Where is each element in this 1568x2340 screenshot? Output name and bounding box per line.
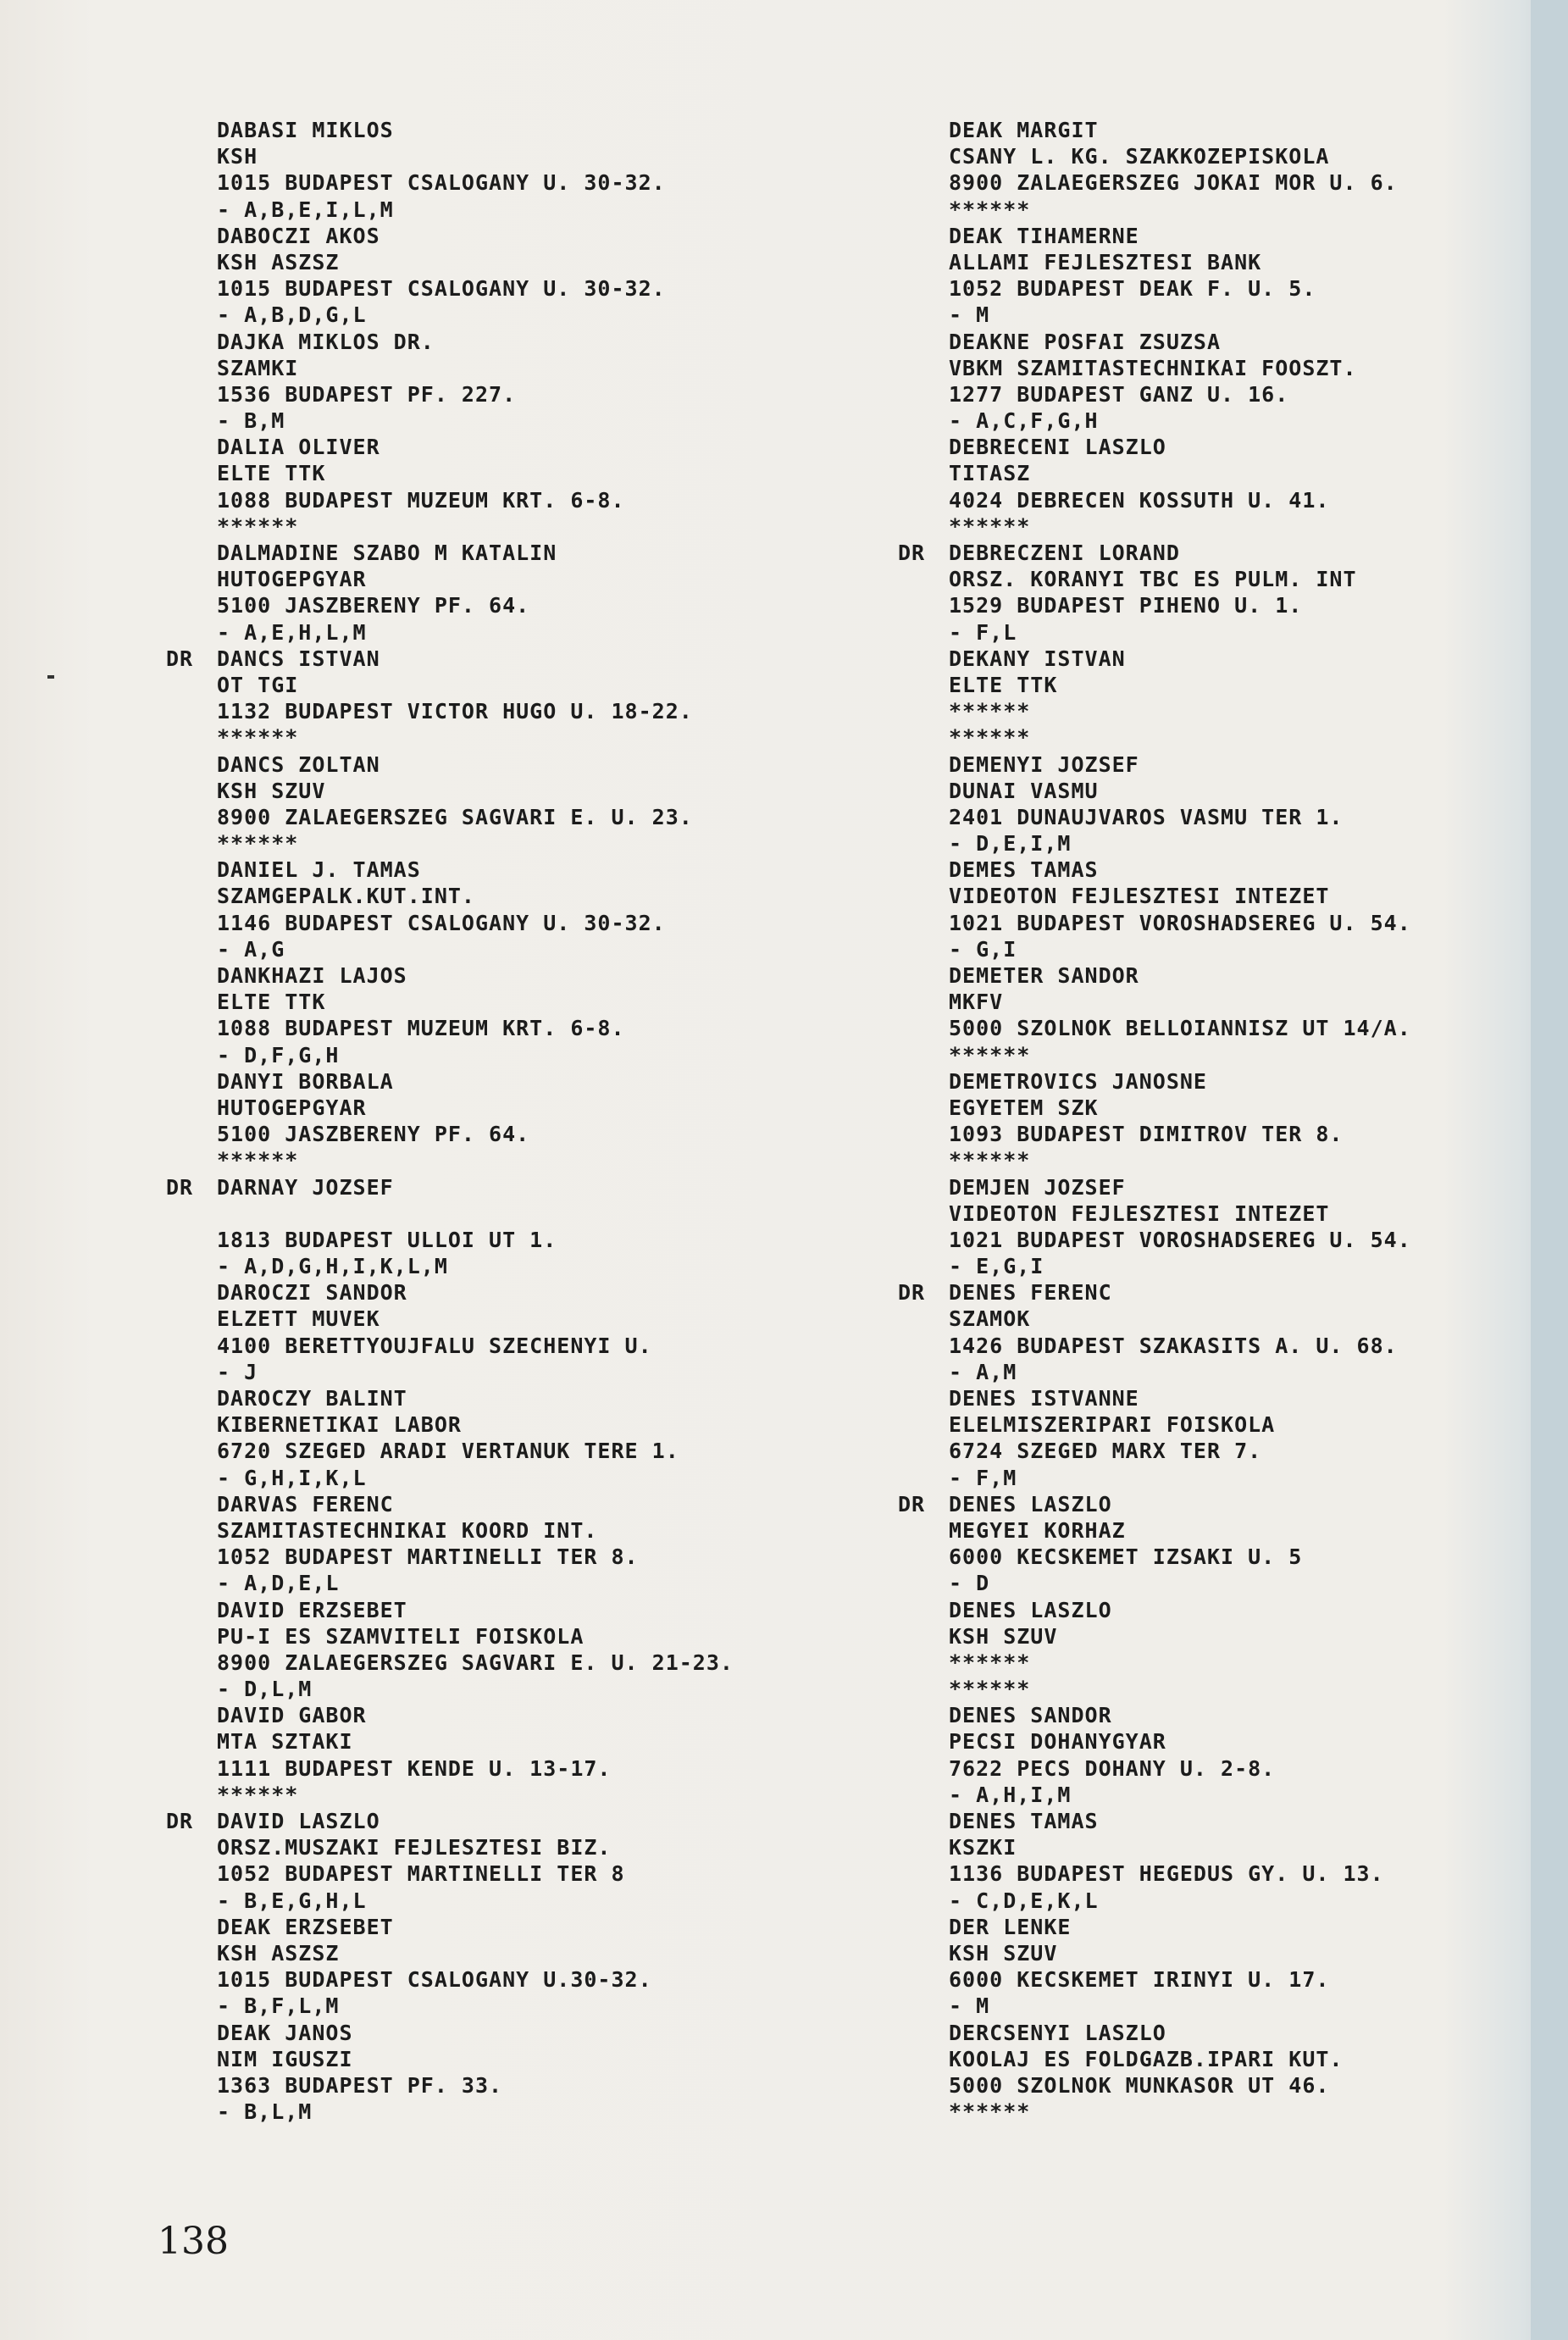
entry-organization: DUNAI VASMU [949, 778, 1099, 803]
entry-codes: - A,D,G,H,I,K,L,M [217, 1254, 448, 1279]
directory-entry [166, 857, 844, 962]
entry-organization: ORSZ. KORANYI TBC ES PULM. INT [949, 567, 1357, 592]
entry-codes: ****** [949, 725, 1031, 751]
entry-organization: MKFV [949, 990, 1004, 1015]
entry-organization: OT TGI [217, 672, 299, 697]
entry-name: DENES TAMAS [949, 1809, 1099, 1833]
entry-address: 1813 BUDAPEST ULLOI UT 1. [217, 1227, 557, 1252]
entry-address: 1132 BUDAPEST VICTOR HUGO U. 18-22. [217, 699, 693, 724]
entry-name: DER LENKE [949, 1914, 1072, 1939]
entry-organization: ELTE TTK [217, 990, 326, 1015]
entry-codes: - A,C,F,G,H [949, 408, 1099, 434]
entry-codes: ****** [217, 1148, 299, 1173]
entry-name: DEKANY ISTVAN [949, 646, 1126, 671]
entry-address: 1052 BUDAPEST DEAK F. U. 5. [949, 276, 1316, 302]
entry-organization: VIDEOTON FEJLESZTESI INTEZET [949, 884, 1330, 909]
entry-organization: VBKM SZAMITASTECHNIKAI FOOSZT. [949, 355, 1357, 380]
directory-entry [898, 434, 1568, 540]
directory-entry [166, 1491, 844, 1597]
entry-organization: KSZKI [949, 1835, 1017, 1860]
entry-address: 7622 PECS DOHANY U. 2-8. [949, 1755, 1276, 1781]
entry-name: DEAK TIHAMERNE [949, 223, 1139, 248]
entry-organization: KSH SZUV [949, 1940, 1058, 1966]
directory-entry [898, 329, 1568, 435]
entry-address: 1021 BUDAPEST VOROSHADSEREG U. 54. [949, 1227, 1411, 1252]
entry-name: DEAK MARGIT [949, 118, 1099, 142]
entry-organization: ELTE TTK [217, 461, 326, 486]
entry-name: DABOCZI AKOS [217, 223, 380, 248]
entry-title: DR [166, 646, 194, 671]
entry-name: DAROCZY BALINT [217, 1386, 407, 1411]
directory-column-right [898, 117, 1568, 2125]
entry-organization: SZAMGEPALK.KUT.INT. [217, 884, 475, 909]
entry-address: 6000 KECSKEMET IZSAKI U. 5 [949, 1544, 1303, 1570]
entry-name: DENES SANDOR [949, 1703, 1112, 1728]
entry-name: DENES LASZLO [949, 1597, 1112, 1622]
entry-address: 6000 KECSKEMET IRINYI U. 17. [949, 1967, 1330, 1993]
entry-name: DAVID ERZSEBET [217, 1597, 407, 1622]
entry-codes: - D,L,M [217, 1677, 313, 1702]
entry-name: DENES LASZLO [949, 1491, 1112, 1517]
entry-name: DEMES TAMAS [949, 857, 1099, 883]
directory-entry [898, 1491, 1568, 1597]
entry-name: DENES ISTVANNE [949, 1386, 1139, 1411]
entry-codes: - A,H,I,M [949, 1782, 1072, 1807]
entry-organization: PECSI DOHANYGYAR [949, 1729, 1166, 1755]
entry-name: DANIEL J. TAMAS [217, 857, 421, 883]
entry-codes: - B,F,L,M [217, 1993, 340, 2019]
entry-organization: PU-I ES SZAMVITELI FOISKOLA [217, 1623, 585, 1649]
entry-organization: SZAMITASTECHNIKAI KOORD INT. [217, 1517, 598, 1543]
entry-codes: - B,L,M [217, 2099, 313, 2125]
entry-name: DEMETER SANDOR [949, 963, 1139, 988]
directory-entry [166, 329, 844, 435]
directory-entry [898, 1279, 1568, 1385]
directory-entry [166, 1597, 844, 1703]
entry-title: DR [898, 1491, 926, 1517]
directory-entry [898, 2020, 1568, 2126]
directory-entry [166, 2020, 844, 2126]
entry-organization: SZAMKI [217, 355, 299, 380]
entry-address: 1088 BUDAPEST MUZEUM KRT. 6-8. [217, 1016, 625, 1041]
entry-codes: - A,B,E,I,L,M [217, 197, 394, 222]
entry-address: 1021 BUDAPEST VOROSHADSEREG U. 54. [949, 910, 1411, 935]
entry-organization: ELZETT MUVEK [217, 1306, 380, 1332]
directory-entry [166, 962, 844, 1068]
entry-codes: - A,M [949, 1359, 1017, 1384]
entry-codes: ****** [949, 197, 1031, 222]
entry-name: DANYI BORBALA [217, 1068, 394, 1094]
entry-codes: - F,M [949, 1465, 1017, 1490]
entry-codes: ****** [217, 831, 299, 857]
directory-entry [166, 751, 844, 857]
entry-address: 1052 BUDAPEST MARTINELLI TER 8 [217, 1861, 625, 1887]
entry-address: 4024 DEBRECEN KOSSUTH U. 41. [949, 487, 1330, 513]
entry-title: DR [898, 541, 926, 565]
entry-address: 6724 SZEGED MARX TER 7. [949, 1439, 1262, 1464]
directory-entry [898, 1914, 1568, 2020]
entry-name: DALMADINE SZABO M KATALIN [217, 541, 557, 565]
page-number: 138 [158, 2220, 229, 2263]
entry-organization: HUTOGEPGYAR [217, 1095, 367, 1120]
entry-name: DEMENYI JOZSEF [949, 751, 1139, 777]
entry-name: DEBRECENI LASZLO [949, 435, 1166, 460]
entry-organization: KSH SZUV [217, 778, 326, 803]
entry-organization: KOOLAJ ES FOLDGAZB.IPARI KUT. [949, 2046, 1344, 2071]
directory-entry [898, 1174, 1568, 1280]
directory-entry [898, 1808, 1568, 1914]
directory-entry [166, 1068, 844, 1174]
entry-codes: - G,H,I,K,L [217, 1465, 367, 1490]
entry-name: DAVID GABOR [217, 1703, 367, 1728]
directory-column-left [166, 117, 844, 2125]
directory-entry [166, 223, 844, 329]
entry-address: 1052 BUDAPEST MARTINELLI TER 8. [217, 1544, 639, 1570]
entry-name: DEAKNE POSFAI ZSUZSA [949, 329, 1222, 354]
entry-codes: ****** [217, 725, 299, 751]
entry-name: DANCS ZOLTAN [217, 751, 380, 777]
entry-address: 8900 ZALAEGERSZEG SAGVARI E. U. 23. [217, 804, 693, 829]
entry-organization: HUTOGEPGYAR [217, 567, 367, 592]
entry-codes: - D,E,I,M [949, 831, 1072, 857]
entry-codes: - D [949, 1571, 990, 1596]
entry-address: 1015 BUDAPEST CSALOGANY U.30-32. [217, 1967, 652, 1993]
entry-organization: CSANY L. KG. SZAKKOZEPISKOLA [949, 144, 1330, 169]
entry-organization: TITASZ [949, 461, 1031, 486]
directory-entry [166, 117, 844, 223]
entry-address: 5100 JASZBERENY PF. 64. [217, 1122, 530, 1147]
directory-entry [166, 434, 844, 540]
entry-codes: - G,I [949, 936, 1017, 962]
entry-name: DEBRECZENI LORAND [949, 541, 1180, 565]
entry-organization: NIM IGUSZI [217, 2046, 353, 2071]
entry-codes: - J [217, 1359, 258, 1384]
entry-organization: KSH [217, 144, 258, 169]
entry-codes: - F,L [949, 619, 1017, 645]
entry-organization: KSH SZUV [949, 1623, 1058, 1649]
directory-entry [898, 751, 1568, 857]
entry-codes: - A,G [217, 936, 285, 962]
entry-address: 1146 BUDAPEST CSALOGANY U. 30-32. [217, 910, 666, 935]
entry-organization: KSH ASZSZ [217, 249, 340, 274]
directory-entry [898, 540, 1568, 646]
entry-address: 8900 ZALAEGERSZEG JOKAI MOR U. 6. [949, 170, 1398, 196]
directory-entry [166, 540, 844, 646]
entry-organization: MEGYEI KORHAZ [949, 1517, 1126, 1543]
entry-codes: - A,D,E,L [217, 1571, 340, 1596]
entry-name: DEAK JANOS [217, 2020, 353, 2045]
entry-name: DANCS ISTVAN [217, 646, 380, 671]
entry-address: 2401 DUNAUJVAROS VASMU TER 1. [949, 804, 1344, 829]
entry-organization: MTA SZTAKI [217, 1729, 353, 1755]
entry-address: 5000 SZOLNOK MUNKASOR UT 46. [949, 2072, 1330, 2098]
entry-name: DAJKA MIKLOS DR. [217, 329, 435, 354]
entry-organization: KSH ASZSZ [217, 1940, 340, 1966]
entry-address: 1111 BUDAPEST KENDE U. 13-17. [217, 1755, 612, 1781]
entry-codes: ****** [949, 2099, 1031, 2125]
entry-organization: EGYETEM SZK [949, 1095, 1099, 1120]
directory-entry [166, 646, 844, 751]
entry-codes: ****** [949, 1042, 1031, 1067]
entry-title: DR [898, 1280, 926, 1306]
entry-title: DR [166, 1809, 194, 1833]
entry-address: ****** [949, 1650, 1031, 1675]
entry-address: 1015 BUDAPEST CSALOGANY U. 30-32. [217, 276, 666, 302]
entry-name: DERCSENYI LASZLO [949, 2020, 1166, 2045]
directory-entry [166, 1385, 844, 1491]
entry-name: DEMETROVICS JANOSNE [949, 1068, 1207, 1094]
directory-entry [898, 117, 1568, 223]
directory-entry [166, 1279, 844, 1385]
entry-name: DABASI MIKLOS [217, 118, 394, 142]
entry-address: 6720 SZEGED ARADI VERTANUK TERE 1. [217, 1439, 679, 1464]
entry-codes: - B,M [217, 408, 285, 434]
entry-name: DALIA OLIVER [217, 435, 380, 460]
directory-entry [898, 1385, 1568, 1491]
entry-address: 5100 JASZBERENY PF. 64. [217, 593, 530, 618]
entry-address: 1136 BUDAPEST HEGEDUS GY. U. 13. [949, 1861, 1384, 1887]
directory-entry [166, 1914, 844, 2020]
entry-codes: - D,F,G,H [217, 1042, 340, 1067]
entry-address: 1529 BUDAPEST PIHENO U. 1. [949, 593, 1303, 618]
entry-codes: - C,D,E,K,L [949, 1888, 1099, 1913]
entry-address: 1277 BUDAPEST GANZ U. 16. [949, 381, 1289, 407]
entry-name: DAVID LASZLO [217, 1809, 380, 1833]
entry-codes: ****** [949, 1148, 1031, 1173]
entry-address: 1536 BUDAPEST PF. 227. [217, 381, 517, 407]
entry-codes: - B,E,G,H,L [217, 1888, 367, 1913]
stray-ink-mark [47, 675, 54, 679]
directory-entry [898, 1597, 1568, 1703]
entry-codes: - A,B,D,G,L [217, 302, 367, 328]
entry-name: DENES FERENC [949, 1280, 1112, 1306]
directory-entry [898, 857, 1568, 962]
entry-organization: ELTE TTK [949, 672, 1058, 697]
directory-entry [898, 1068, 1568, 1174]
entry-name: DARNAY JOZSEF [217, 1174, 394, 1200]
entry-name: DEAK ERZSEBET [217, 1914, 394, 1939]
entry-address: 1088 BUDAPEST MUZEUM KRT. 6-8. [217, 487, 625, 513]
entry-address: 1093 BUDAPEST DIMITROV TER 8. [949, 1122, 1344, 1147]
entry-address: 5000 SZOLNOK BELLOIANNISZ UT 14/A. [949, 1016, 1411, 1041]
directory-entry [166, 1808, 844, 1914]
entry-address: 8900 ZALAEGERSZEG SAGVARI E. U. 21-23. [217, 1650, 734, 1675]
entry-codes: ****** [217, 1782, 299, 1807]
entry-organization [217, 1200, 844, 1227]
entry-codes: ****** [949, 1677, 1031, 1702]
entry-address: ****** [949, 699, 1031, 724]
entry-organization: KIBERNETIKAI LABOR [217, 1412, 462, 1438]
directory-entry [898, 223, 1568, 329]
entry-address: 1015 BUDAPEST CSALOGANY U. 30-32. [217, 170, 666, 196]
entry-title: DR [166, 1174, 194, 1200]
entry-codes: - M [949, 302, 990, 328]
entry-organization: ELELMISZERIPARI FOISKOLA [949, 1412, 1276, 1438]
entry-name: DEMJEN JOZSEF [949, 1174, 1126, 1200]
directory-entry [898, 1702, 1568, 1808]
entry-codes: - A,E,H,L,M [217, 619, 367, 645]
directory-entry [166, 1174, 844, 1280]
entry-organization: SZAMOK [949, 1306, 1031, 1332]
entry-address: 1426 BUDAPEST SZAKASITS A. U. 68. [949, 1333, 1398, 1358]
entry-codes: - M [949, 1993, 990, 2019]
entry-codes: - E,G,I [949, 1254, 1044, 1279]
entry-codes: ****** [217, 513, 299, 539]
entry-organization: ALLAMI FEJLESZTESI BANK [949, 249, 1262, 274]
directory-entry [898, 646, 1568, 751]
entry-name: DANKHAZI LAJOS [217, 963, 407, 988]
entry-codes: ****** [949, 513, 1031, 539]
entry-name: DARVAS FERENC [217, 1491, 394, 1517]
entry-address: 4100 BERETTYOUJFALU SZECHENYI U. [217, 1333, 652, 1358]
entry-name: DAROCZI SANDOR [217, 1280, 407, 1306]
directory-entry [166, 1702, 844, 1808]
entry-organization: VIDEOTON FEJLESZTESI INTEZET [949, 1200, 1330, 1226]
entry-organization: ORSZ.MUSZAKI FEJLESZTESI BIZ. [217, 1835, 612, 1860]
entry-address: 1363 BUDAPEST PF. 33. [217, 2072, 503, 2098]
directory-entry [898, 962, 1568, 1068]
